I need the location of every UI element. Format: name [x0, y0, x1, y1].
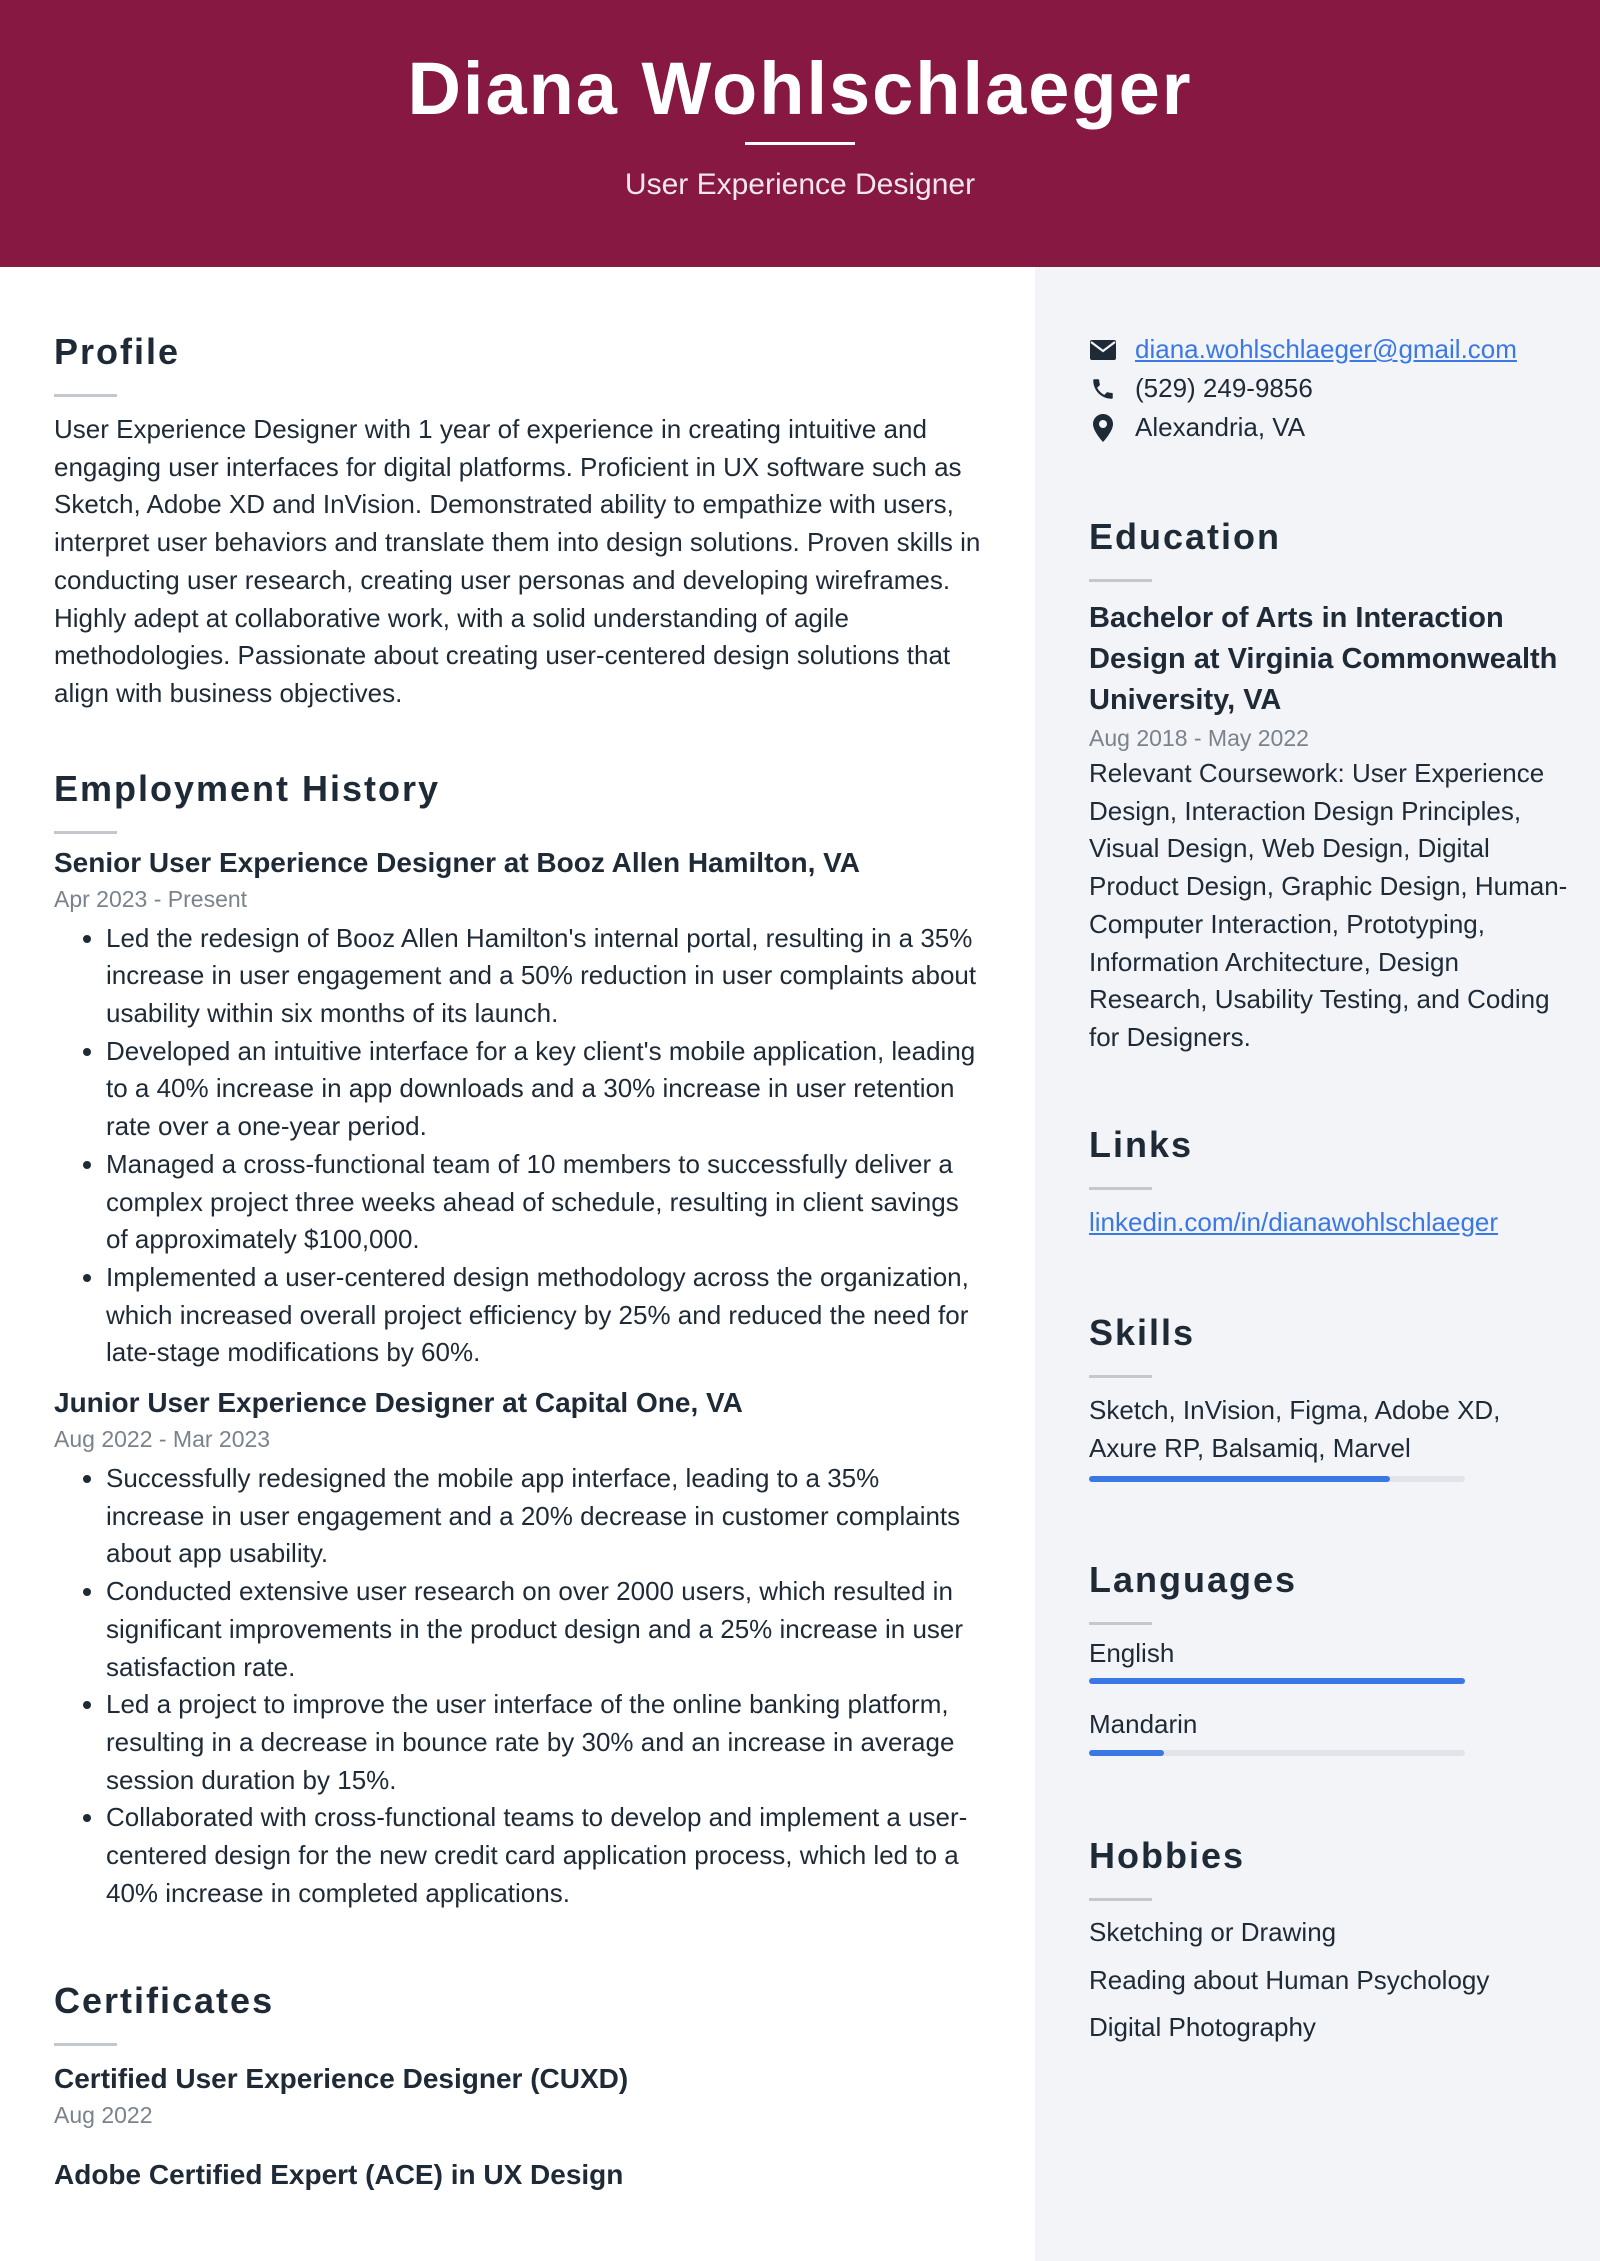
section-divider	[1089, 1187, 1152, 1190]
phone-icon	[1089, 375, 1117, 403]
contact-location-row	[1089, 408, 1569, 447]
section-divider	[1089, 1622, 1152, 1625]
skills-level-fill	[1089, 1476, 1390, 1482]
education-section	[1089, 515, 1569, 1057]
contact-section	[1089, 330, 1569, 447]
main-column	[54, 330, 984, 2194]
job-bullet: • Conducted extensive user research on over 2000 users, which resulted in significant improvements in the product design and a 25% increase in user satisfaction rate.	[106, 1573, 984, 1686]
employment-heading: Employment History	[54, 767, 441, 809]
job-title: Senior User Experience Designer at Booz Allen Hamilton, VA	[54, 846, 860, 878]
section-divider	[54, 831, 117, 834]
profile-text: User Experience Designer with 1 year of experience in creating intuitive and engaging user interfaces for digital platforms. Proficient in UX software such as Sketch, Adobe XD and InVision. Demonstrated ability to empathize with users, interpret user behaviors and translate them into design solutions. Proven skills in conducting user research, creating user personas and developing wireframes. Highly adept at collaborative work, with a solid understanding of agile methodologies. Passionate about creating user-centered design solutions that align with business objectives.	[54, 414, 981, 708]
job-dates: Apr 2023 - Present	[54, 885, 248, 912]
language-level-bar	[1089, 1678, 1465, 1684]
email-link[interactable]: diana.wohlschlaeger@gmail.com	[1135, 334, 1517, 364]
job-dates: Aug 2022 - Mar 2023	[54, 1426, 271, 1453]
location-text: Alexandria, VA	[1135, 412, 1306, 442]
job-bullet: • Successfully redesigned the mobile app interface, leading to a 35% increase in user engagement and a 20% decrease in customer complaints about app usability.	[106, 1460, 984, 1573]
links-heading: Links	[1089, 1123, 1194, 1165]
certificate-name: Adobe Certified Expert (ACE) in UX Design	[54, 2158, 624, 2190]
job-entry	[54, 1384, 984, 1912]
education-description: Relevant Coursework: User Experience Design, Interaction Design Principles, Visual Design, Web Design, Digital Product Design, Graphic Design, Human-Computer Interaction, Prototyping, Information Architecture, Design Research, Usability Testing, and Coding for Designers.	[1089, 758, 1568, 1052]
candidate-title: User Experience Designer	[624, 168, 976, 201]
job-title: Junior User Experience Designer at Capital One, VA	[54, 1387, 743, 1419]
skills-level-bar	[1089, 1476, 1465, 1482]
job-bullet: • Managed a cross-functional team of 10 members to successfully deliver a complex project three weeks ahead of schedule, resulting in client savings of approximately $100,000.	[106, 1146, 984, 1259]
languages-section	[1089, 1558, 1569, 1756]
sidebar-column	[1089, 330, 1569, 2052]
education-degree: Bachelor of Arts in Interaction Design at Virginia Commonwealth University, VA	[1089, 602, 1558, 716]
job-bullet: • Led a project to improve the user interface of the online banking platform, resulting in a decrease in bounce rate by 30% and an increase in average session duration by 15%.	[106, 1686, 984, 1799]
hobbies-heading: Hobbies	[1089, 1835, 1246, 1877]
language-level-fill	[1089, 1750, 1164, 1756]
hobby-item: Digital Photography	[1089, 2012, 1316, 2043]
job-bullets	[54, 920, 984, 1372]
certificates-section	[54, 1979, 984, 2194]
job-bullet: • Collaborated with cross-functional teams to develop and implement a user-centered design for the new credit card application process, which led to a 40% increase in completed applications.	[106, 1799, 984, 1912]
education-heading: Education	[1089, 516, 1282, 557]
job-bullets	[54, 1460, 984, 1912]
hobbies-section	[1089, 1834, 1569, 2052]
certificate-name: Certified User Experience Designer (CUXD)	[54, 2062, 629, 2094]
section-divider	[54, 2043, 117, 2046]
section-divider	[1089, 579, 1152, 582]
language-name: English	[1089, 1637, 1175, 1668]
job-bullet: • Led the redesign of Booz Allen Hamilton's internal portal, resulting in a 35% increase in user engagement and a 50% reduction in user complaints about usability within six months of its launch.	[106, 920, 984, 1033]
job-bullet: • Implemented a user-centered design methodology across the organization, which increased overall project efficiency by 25% and reduced the need for late-stage modifications by 60%.	[106, 1259, 984, 1372]
language-name: Mandarin	[1089, 1709, 1198, 1740]
section-divider	[1089, 1898, 1152, 1901]
phone-number: (529) 249-9856	[1135, 373, 1313, 403]
certificates-heading: Certificates	[54, 1979, 275, 2021]
employment-section	[54, 767, 984, 1913]
job-entry	[54, 844, 984, 1372]
language-level-fill	[1089, 1678, 1465, 1684]
location-pin-icon	[1089, 414, 1117, 442]
certificate-date: Aug 2022	[54, 2101, 153, 2128]
contact-phone-row	[1089, 369, 1569, 408]
profile-section	[54, 330, 984, 713]
language-level-bar	[1089, 1750, 1465, 1756]
profile-heading: Profile	[54, 331, 181, 372]
languages-heading: Languages	[1089, 1558, 1298, 1600]
candidate-name: Diana Wohlschlaeger	[407, 47, 1193, 130]
skills-heading: Skills	[1089, 1312, 1196, 1354]
contact-email-row	[1089, 330, 1569, 369]
skills-text: Sketch, InVision, Figma, Adobe XD, Axure RP, Balsamiq, Marvel	[1089, 1395, 1501, 1464]
header-divider	[745, 142, 855, 145]
section-divider	[1089, 1375, 1152, 1378]
skills-section	[1089, 1311, 1569, 1481]
hobby-item: Sketching or Drawing	[1089, 1917, 1337, 1948]
links-section	[1089, 1123, 1569, 1242]
job-bullet: • Developed an intuitive interface for a key client's mobile application, leading to a 40% increase in app downloads and a 30% increase in user retention rate over a one-year period.	[106, 1033, 984, 1146]
section-divider	[54, 394, 117, 397]
resume-header	[0, 0, 1600, 267]
education-dates: Aug 2018 - May 2022	[1089, 725, 1309, 751]
envelope-icon	[1089, 336, 1117, 364]
linkedin-link[interactable]: linkedin.com/in/dianawohlschlaeger	[1089, 1206, 1499, 1237]
hobby-item: Reading about Human Psychology	[1089, 1964, 1490, 1995]
